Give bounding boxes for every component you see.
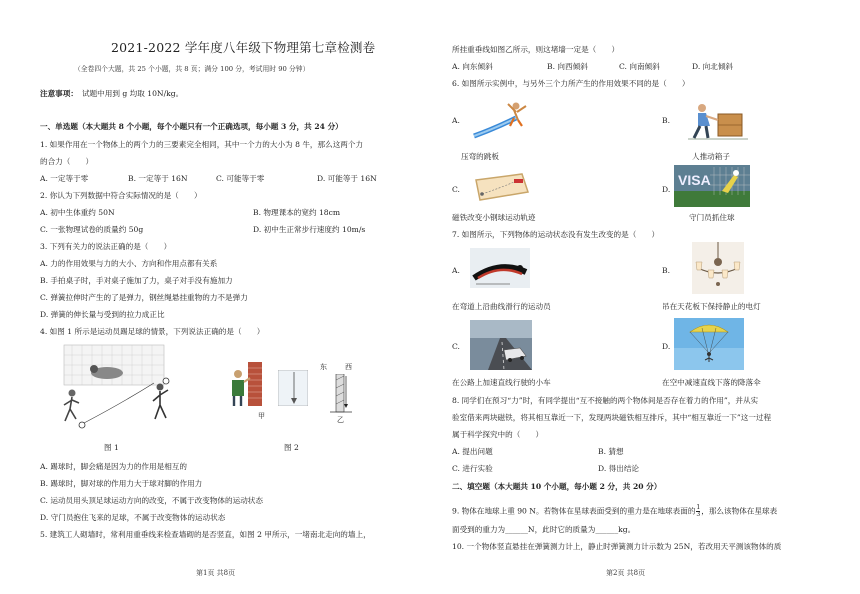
q7-option-a-caption: 在弯道上沿曲线滑行的运动员 [452,302,551,311]
q2-stem: 2. 你认为下列数据中符合实际情况的是（ ） [40,191,202,200]
exam-subtitle: （全卷四个大题，共 25 个小题，共 8 页；满分 100 分，考试用时 90 分钟） [74,65,310,73]
figure-2-label-jia: 甲 [258,412,265,420]
q1-stem-line2: 的合力（ ） [40,157,94,166]
q6-option-c-label: C. [452,185,460,194]
figure-2-caption: 图 2 [284,443,299,452]
q9-text-part1: 9. 物体在地球上重 90 N。若物体在星球表面受到的重力是在地球表面的 [452,506,696,516]
q5-stem-line2: 所挂重垂线如图乙所示，则这堵墙一定是（ ） [452,45,620,54]
figure-2-jia-plumb-closeup [278,370,308,406]
q6-option-a-label: A. [452,116,460,125]
svg-text:VISA: VISA [678,172,711,188]
q9-text-part2: ，那么该物体在星球表 [701,506,778,516]
q6-option-a-caption: 压弯的跳板 [461,152,499,161]
q8-stem-line3: 属于科学探究中的（ ） [452,430,544,439]
q6-magnet-ball-image [470,170,530,204]
q7-parachute-image [674,318,744,370]
q1-stem-line1: 1. 如果作用在一个物体上的两个力的三要素完全相同，其中一个力的大小为 8 牛，那么这两个力 [40,140,364,149]
q6-push-box-image [688,100,748,142]
section-1-heading: 一、单选题（本大题共 8 个小题，每个小题只有一个正确选项，每小题 3 分，共 24 分） [40,122,343,131]
q7-stem: 7. 如图所示，下列物体的运动状态没有发生改变的是（ ） [452,230,660,239]
q9-stem-line1 [452,505,777,518]
q9-fraction [696,505,700,518]
q2-option-c: C. 一张物理试卷的质量约 50g [40,225,144,234]
q1-option-a: A. 一定等于零 [40,174,89,183]
figure-2-label-west: 西 [345,363,352,371]
q7-car-on-road-image [470,320,532,370]
exam-title: 2021-2022 学年度八年级下物理第七章检测卷 [111,40,376,55]
q7-option-b-label: B. [662,266,670,275]
q7-speed-skater-image [470,248,530,288]
figure-2-yi-wall-plumb-diagram [322,374,358,414]
q5-option-b: B. 向西倾斜 [547,62,588,71]
q6-diving-board-image [470,98,530,140]
q4-option-c: C. 运动员用头顶足球运动方向的改变，不属于改变物体的运动状态 [40,496,263,505]
q8-option-c: C. 进行实验 [452,464,493,473]
exam-page-2 [430,0,860,594]
q3-option-c: C. 弹簧拉伸时产生的了是弹力，钢丝绳悬挂重物的力不是弹力 [40,293,248,302]
q1-option-b: B. 一定等于 16N [128,174,188,183]
q8-option-b: B. 猜想 [598,447,624,456]
q2-option-d: D. 初中生正常步行速度约 10m/s [253,225,366,234]
note-label: 注意事项： [40,89,78,98]
q3-option-b: B. 手拍桌子时，手对桌子施加了力，桌子对手没有施加力 [40,276,233,285]
q7-chandelier-image [692,242,744,294]
figure-2-label-yi: 乙 [337,416,344,424]
q4-option-a: A. 踢球时，脚会痛是因为力的作用是相互的 [40,462,187,471]
q8-stem-line1: 8. 同学们在预习“力”时，有同学提出“互不接触的两个物体间是否存在着力的作用”，并从实 [452,396,759,405]
q5-option-a: A. 向东倾斜 [452,62,493,71]
figure-2-jia-brick-wall-illustration [230,360,276,408]
q9-fraction-numerator: 1 [696,504,701,511]
figure-1-caption: 图 1 [104,443,119,452]
q3-option-a: A. 力的作用效果与力的大小、方向和作用点都有关系 [40,259,218,268]
q6-option-b-label: B. [662,116,670,125]
q7-option-c-caption: 在公路上加速直线行驶的小车 [452,378,551,387]
q2-option-b: B. 物理课本的宽约 18cm [253,208,341,217]
q7-option-a-label: A. [452,266,460,275]
q6-option-d-label: D. [662,185,671,194]
q6-stem: 6. 如图所示实例中，与另外三个力所产生的作用效果不同的是（ ） [452,79,690,88]
q5-option-d: D. 向北倾斜 [692,62,734,71]
q8-option-a: A. 提出问题 [452,447,493,456]
q1-option-c: C. 可能等于零 [216,174,265,183]
note-text: 试题中用到 g 均取 10N/kg。 [82,89,184,98]
section-2-heading: 二、填空题（本大题共 10 个小题，每小题 2 分，共 20 分） [452,482,662,491]
q4-option-d: D. 守门员抱住飞来的足球，不属于改变物体的运动状态 [40,513,226,522]
q9-fraction-denominator: 3 [696,511,701,518]
figure-2-label-east: 东 [320,363,327,371]
page-1-footer: 第1页 共8页 [196,569,236,577]
q7-option-d-label: D. [662,342,671,351]
figure-1-soccer-illustration [62,343,180,440]
q6-option-d-caption: 守门员抓住球 [689,213,735,222]
q7-option-d-caption: 在空中减速直线下落的降落伞 [662,378,761,387]
q8-option-d: D. 得出结论 [598,464,640,473]
q3-option-d: D. 弹簧的伸长量与受到的拉力成正比 [40,310,165,319]
q4-stem: 4. 如图 1 所示是运动员踢足球的情景，下列说法正确的是（ ） [40,327,265,336]
q1-option-d: D. 可能等于 16N [317,174,377,183]
q9-stem-line2: 面受到的重力为______N，此时它的质量为______kg。 [452,525,636,534]
q6-option-c-caption: 磁铁改变小钢球运动轨迹 [452,213,536,222]
q2-option-a: A. 初中生体重约 50N [40,208,115,217]
q7-option-c-label: C. [452,342,460,351]
q7-option-b-caption: 吊在天花板下保持静止的电灯 [662,302,761,311]
q4-option-b: B. 踢球时，脚对球的作用力大于球对脚的作用力 [40,479,203,488]
q5-option-c: C. 向南倾斜 [619,62,660,71]
page-2-footer: 第2页 共8页 [606,569,646,577]
q6-option-b-caption: 人推动箱子 [692,152,730,161]
q8-stem-line2: 验室借来两块磁铁，将其相互靠近一下，发现两块磁铁相互排斥，其中“相互靠近一下”这一过程 [452,413,772,422]
q5-stem-line1: 5. 建筑工人砌墙时，常利用重垂线来检查墙砌的是否竖直，如图 2 甲所示，一堵南北走向的墙上， [40,530,371,539]
q6-goalkeeper-image [674,165,750,207]
q3-stem: 3. 下列有关力的说法正确的是（ ） [40,242,172,251]
q10-stem: 10. 一个物体竖直悬挂在弹簧测力计上，静止时弹簧测力计示数为 25N，若改用天平测该物体的质 [452,542,782,551]
